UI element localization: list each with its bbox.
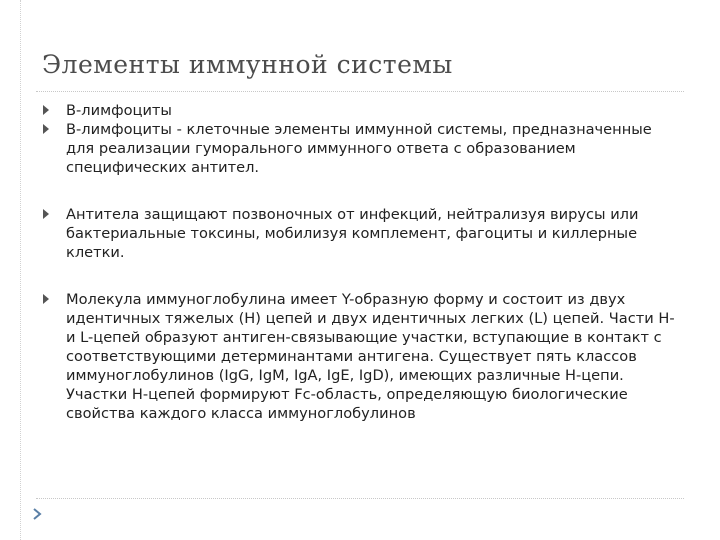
triangle-bullet-icon	[43, 209, 49, 219]
list-item	[42, 205, 682, 262]
bullet-text: В-лимфоциты	[66, 102, 172, 119]
footer-divider	[36, 498, 684, 499]
chevron-right-icon	[31, 508, 43, 520]
title-divider	[36, 91, 684, 92]
left-divider	[20, 0, 21, 540]
bullet-list	[42, 101, 682, 423]
triangle-bullet-icon	[43, 105, 49, 115]
triangle-bullet-icon	[43, 124, 49, 134]
list-item	[42, 290, 682, 423]
slide-title: Элементы иммунной системы	[42, 50, 453, 79]
bullet-text: В-лимфоциты - клеточные элементы иммунной системы, предназначенные для реализации гуморального иммунного ответа с образованием специфических антител.	[66, 121, 652, 176]
triangle-bullet-icon	[43, 294, 49, 304]
bullet-text: Антитела защищают позвоночных от инфекций, нейтрализуя вирусы или бактериальные токсины, мобилизуя комплемент, фагоциты и киллерные клетки.	[66, 206, 639, 261]
list-item	[42, 120, 682, 177]
list-item	[42, 101, 682, 120]
bullet-text: Молекула иммуноглобулина имеет Y-образную форму и состоит из двух идентичных тяжелых (H) цепей и двух идентичных легких (L) цепей. Части H- и L-цепей образуют антиген-связывающие участки, вступающие в контакт с соответствующими детерминантами антигена. Существует пять классов иммуноглобулинов (IgG, IgM, IgA, IgE, IgD), имеющих различные H-цепи. Участки H-цепей формируют Fc-область, определяющую биологические свойства каждого класса иммуноглобулинов	[66, 291, 675, 422]
